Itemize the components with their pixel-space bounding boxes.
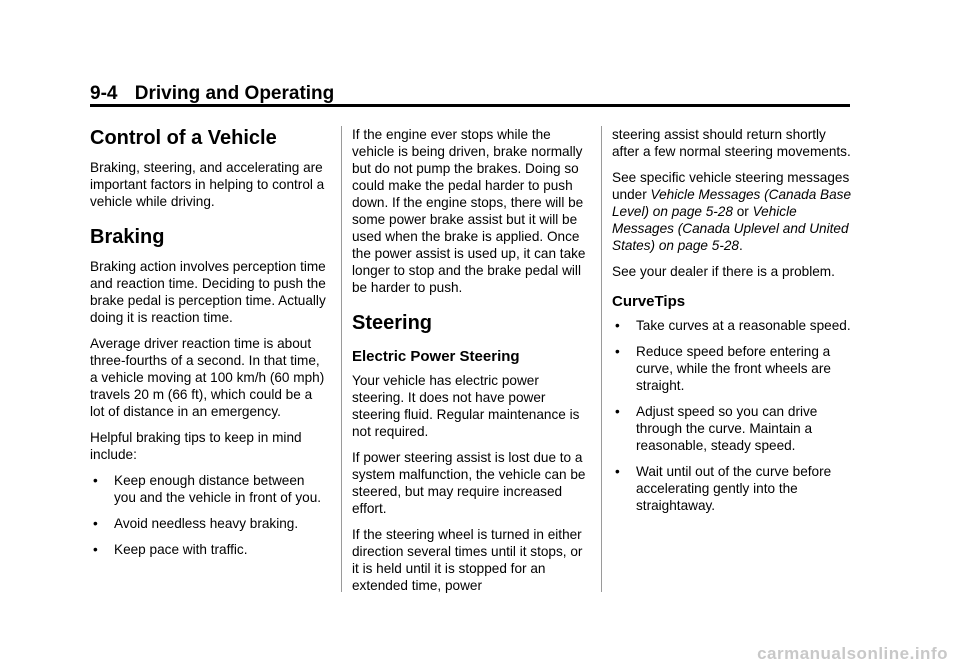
page-header	[90, 82, 850, 106]
braking-tips-list	[90, 472, 330, 558]
list-item: • Adjust speed so you can drive through the curve. Maintain a reasonable, steady speed.	[615, 404, 818, 453]
steering-messages-text: See specific vehicle steering messages under Vehicle Messages (Canada Base Level) on page 5-28 or Vehicle Messages (Canada Uplevel and United States) on page 5-28.	[612, 170, 852, 253]
list-item: • Avoid needless heavy braking.	[93, 516, 299, 531]
braking-paragraph-1: Braking action involves perception time and reaction time. Deciding to push the brake pedal is perception time. Actually doing it is reaction time.	[90, 259, 326, 325]
bullet-icon: •	[615, 344, 620, 359]
control-text: Braking, steering, and accelerating are important factors in helping to control a vehicle while driving.	[90, 160, 325, 209]
column-3	[612, 126, 852, 523]
list-item: • Wait until out of the curve before accelerating gently into the straightaway.	[615, 464, 832, 513]
watermark: carmanualsonline.info	[757, 644, 948, 663]
braking-paragraph-2: Average driver reaction time is about three-fourths of a second. In that time, a vehicle moving at 100 km/h (60 mph) travels 20 m (66 ft), which could be a lot of distance in an emergency.	[90, 336, 325, 419]
bullet-icon: •	[93, 542, 98, 557]
column-2	[352, 126, 592, 603]
list-item: • Keep enough distance between you and the vehicle in front of you.	[93, 473, 322, 505]
eps-paragraph-3: If the steering wheel is turned in either direction several times until it stops, or it is held until it is stopped for an extended time, power	[352, 527, 583, 593]
control-heading: Control of a Vehicle	[90, 127, 277, 149]
list-item: • Take curves at a reasonable speed.	[615, 318, 851, 333]
eps-paragraph-2: If power steering assist is lost due to a system malfunction, the vehicle can be steered, but may require increased effort.	[352, 450, 586, 516]
list-item: • Keep pace with traffic.	[93, 542, 248, 557]
bullet-icon: •	[615, 464, 620, 479]
eps-heading: Electric Power Steering	[352, 348, 520, 365]
braking-heading: Braking	[90, 226, 165, 248]
engine-stop-text: If the engine ever stops while the vehicle is being driven, brake normally but do not pump the brakes. Doing so could make the pedal harder to push down. If the engine stops, there will be some power brake assist but it will be used when the brake is applied. Once the power assist is used up, it can take longer to stop and the brake pedal will be harder to push.	[352, 127, 586, 295]
header-rule	[90, 104, 850, 107]
bullet-icon: •	[615, 404, 620, 419]
braking-paragraph-3: Helpful braking tips to keep in mind include:	[90, 430, 302, 462]
bullet-icon: •	[93, 516, 98, 531]
eps-paragraph-1: Your vehicle has electric power steering. It does not have power steering fluid. Regular maintenance is not required.	[352, 373, 580, 439]
chapter-title: Driving and Operating	[134, 83, 335, 104]
steering-heading: Steering	[352, 312, 433, 334]
ref-link-base-level[interactable]: Vehicle Messages (Canada Base Level) on page 5-28	[612, 187, 852, 219]
column-divider-2	[601, 126, 602, 592]
page-number: 9-4	[90, 83, 118, 104]
bullet-icon: •	[93, 473, 98, 488]
column-divider-1	[341, 126, 342, 592]
column-1	[90, 126, 330, 567]
list-item: • Reduce speed before entering a curve, while the front wheels are straight.	[615, 344, 831, 393]
bullet-icon: •	[615, 318, 620, 333]
ref-link-uplevel[interactable]: Vehicle Messages (Canada Uplevel and United States) on page 5-28	[612, 204, 849, 253]
curve-tips-heading: CurveTips	[612, 293, 686, 310]
dealer-text: See your dealer if there is a problem.	[612, 264, 835, 279]
steering-continued-text: steering assist should return shortly after a few normal steering movements.	[612, 127, 851, 159]
curve-tips-list	[612, 317, 852, 514]
